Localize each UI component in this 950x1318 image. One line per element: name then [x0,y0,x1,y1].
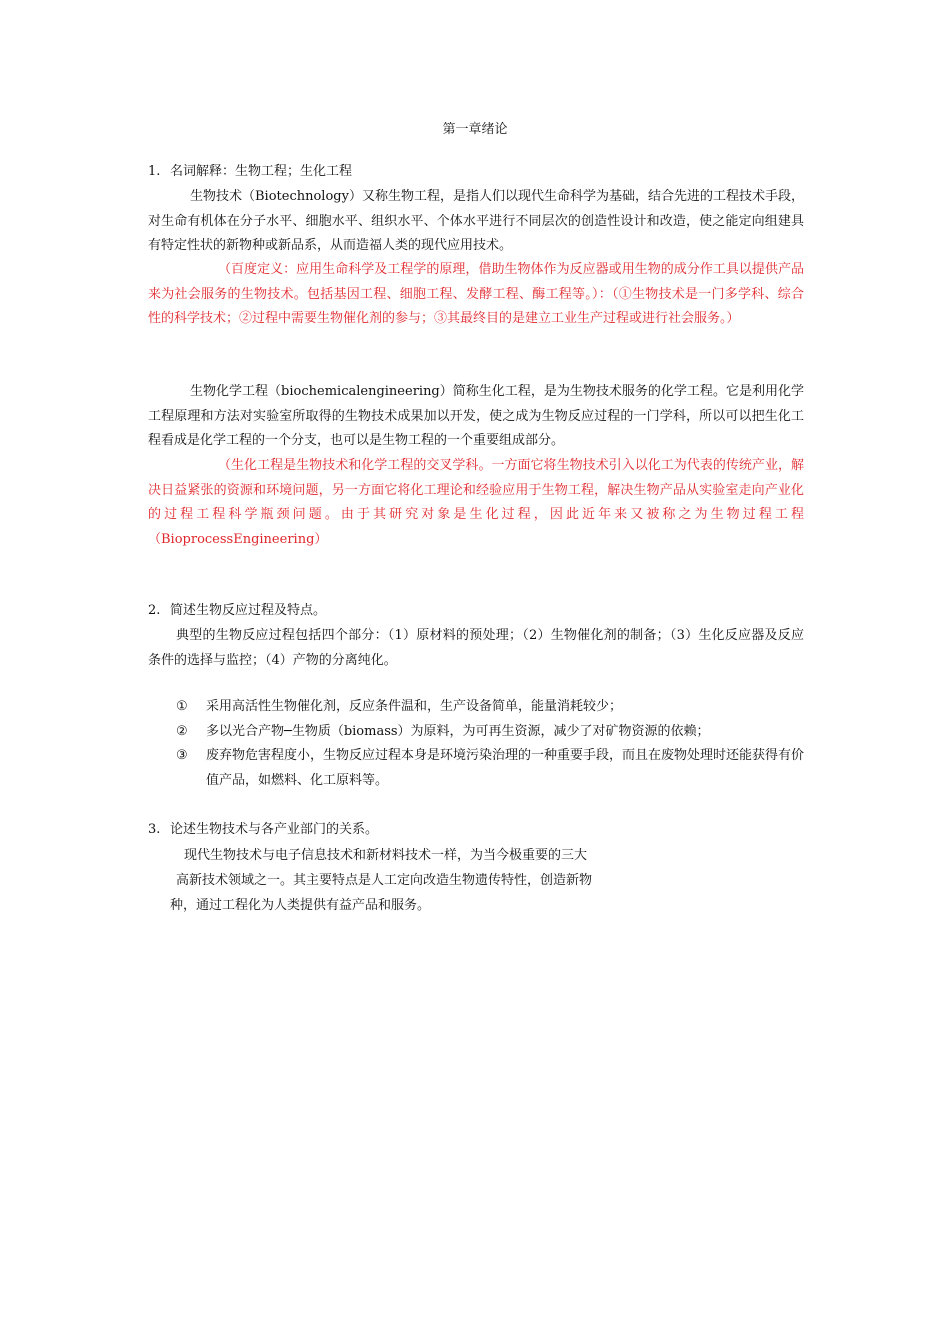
q1-paragraph-biotech: 生物技术（Biotechnology）又称生物工程，是指人们以现代生命科学为基础，结合先进的工程技术手段，对生命有机体在分子水平、细胞水平、组织水平、个体水平进行不同层次的创造性设计和改造，使之能定向组建具有特定性状的新物种或新品系，从而造福人类的现代应用技术。 [148,189,804,253]
q1-heading [148,160,804,185]
chapter-title: 第一章绪论 [442,122,508,137]
list-item [176,744,804,793]
q1-heading-text: 名词解释：生物工程；生化工程 [170,164,353,179]
q3-number: 3. [148,822,161,837]
q2-paragraph: 典型的生物反应过程包括四个部分：（1）原材料的预处理；（2）生物催化剂的制备；（3）生化反应器及反应条件的选择与监控；（4）产物的分离纯化。 [148,628,804,668]
q2-number: 2. [148,603,161,618]
list-marker: ① [176,699,188,714]
q2-feature-list [176,695,804,793]
q3-line-3: 种，通过工程化为人类提供有益产品和服务。 [170,898,431,913]
q3-heading-text: 论述生物技术与各产业部门的关系。 [170,822,379,837]
q3-line-2: 高新技术领域之一。其主要特点是人工定向改造生物遗传特性，创造新物 [176,873,593,888]
q3-heading [148,818,804,843]
q1-note-biochem: （生化工程是生物技术和化学工程的交叉学科。一方面它将生物技术引入以化工为代表的传统产业，解决日益紧张的资源和环境问题，另一方面它将化工理论和经验应用于生物工程，解决生物产品从实验室走向产业化的过程工程科学瓶颈问题。由于其研究对象是生化过程，因此近年来又被称之为生物过程工程（BioprocessEngineering） [148,458,804,547]
list-item-text: 多以光合产物─生物质（biomass）为原料，为可再生资源，减少了对矿物资源的依赖； [206,723,710,739]
q2-heading [148,599,804,624]
q1-note-baidu: （百度定义：应用生命科学及工程学的原理，借助生物体作为反应器或用生物的成分作工具以提供产品来为社会服务的生物技术。包括基因工程、细胞工程、发酵工程、酶工程等。）：（①生物技术是一门多学科、综合性的科学技术；②过程中需要生物催化剂的参与；③其最终目的是建立工业生产过程或进行社会服务。） [148,262,804,326]
list-item-text: 采用高活性生物催化剂，反应条件温和，生产设备简单，能量消耗较少； [206,699,623,714]
list-item [176,720,804,745]
list-item-text: 废弃物危害程度小，生物反应过程本身是环境污染治理的一种重要手段，而且在废物处理时还能获得有价值产品，如燃料、化工原料等。 [206,748,805,788]
list-marker: ③ [176,748,188,763]
q3-line-1: 现代生物技术与电子信息技术和新材料技术一样，为当今极重要的三大 [184,848,588,863]
list-marker: ② [176,723,188,739]
list-item [176,695,804,720]
q2-heading-text: 简述生物反应过程及特点。 [170,603,327,618]
q1-number: 1. [148,164,161,179]
q1-paragraph-biochem: 生物化学工程（biochemicalengineering）简称生化工程，是为生物技术服务的化学工程。它是利用化学工程原理和方法对实验室所取得的生物技术成果加以开发，使之成为生物反应过程的一门学科，所以可以把生化工程看成是化学工程的一个分支，也可以是生物工程的一个重要组成部分。 [148,384,804,448]
